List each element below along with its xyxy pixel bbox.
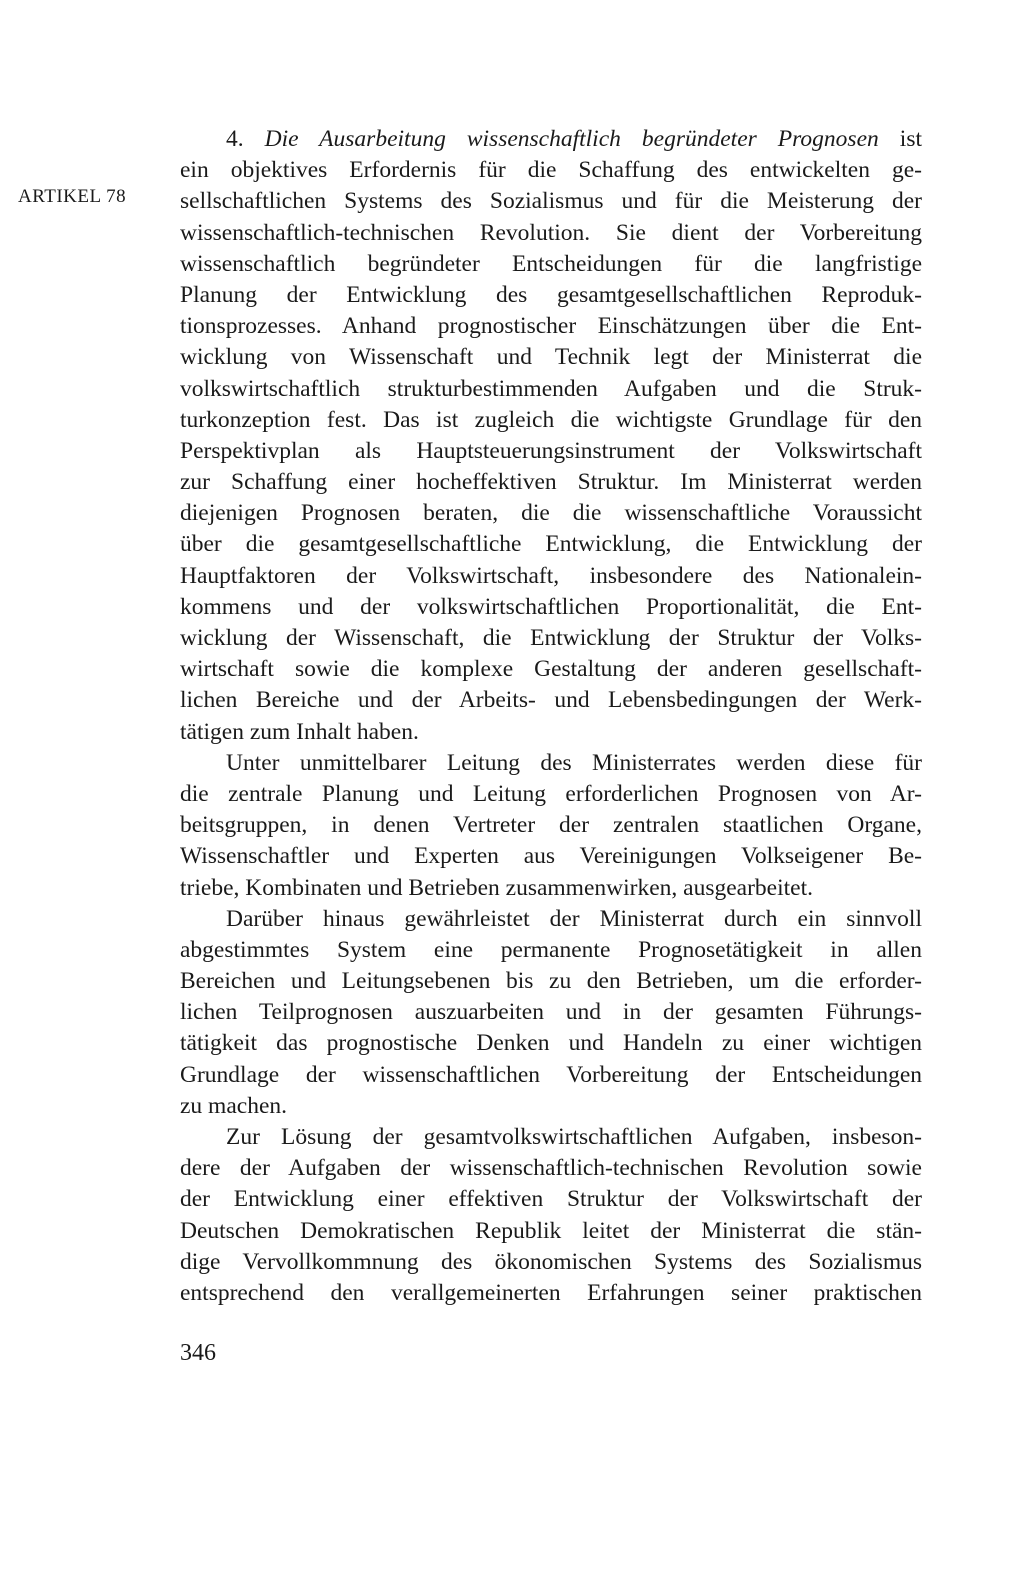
- text-line: volkswirtschaftlich strukturbestimmenden Aufgaben und die Struk-: [180, 375, 922, 402]
- text-line: ein objektives Erfordernis für die Schaffung des entwickelten ge-: [180, 157, 922, 184]
- text-line: diejenigen Prognosen beraten, die die wissenschaftliche Voraussicht: [180, 500, 922, 527]
- text-line: wicklung von Wissenschaft und Technik legt der Ministerrat die: [180, 344, 922, 371]
- text-line: die zentrale Planung und Leitung erforderlichen Prognosen von Ar-: [180, 780, 922, 807]
- italic-lead: Die Ausarbeitung wissenschaftlich begründeter Prognosen: [264, 126, 879, 152]
- body-text: [180, 124, 922, 1309]
- text-line: wissenschaftlich begründeter Entscheidungen für die langfristige: [180, 250, 922, 277]
- text-line: Deutschen Demokratischen Republik leitet der Ministerrat die stän-: [180, 1217, 922, 1244]
- text-line: kommens und der volkswirtschaftlichen Proportionalität, die Ent-: [180, 593, 922, 620]
- text-line: dige Vervollkommnung des ökonomischen Systems des Sozialismus: [180, 1248, 922, 1275]
- margin-note-article: ARTIKEL 78: [18, 186, 127, 207]
- text-line: wissenschaftlich-technischen Revolution. Sie dient der Vorbereitung: [180, 219, 922, 246]
- text-line: zur Schaffung einer hocheffektiven Struktur. Im Ministerrat werden: [180, 469, 922, 496]
- text-line: Planung der Entwicklung des gesamtgesellschaftlichen Reproduk-: [180, 281, 922, 308]
- text-line: über die gesamtgesellschaftliche Entwicklung, die Entwicklung der: [180, 531, 922, 558]
- text-line: entsprechend den verallgemeinerten Erfahrungen seiner praktischen: [180, 1279, 922, 1306]
- text-line: wirtschaft sowie die komplexe Gestaltung der anderen gesellschaft-: [180, 656, 922, 683]
- text-line: wicklung der Wissenschaft, die Entwicklung der Struktur der Volks-: [180, 625, 922, 651]
- text-line: Grundlage der wissenschaftlichen Vorbereitung der Entscheidungen: [180, 1061, 922, 1088]
- text-line: zu machen.: [180, 1092, 288, 1119]
- text-line: der Entwicklung einer effektiven Struktur der Volkswirtschaft der: [180, 1186, 922, 1213]
- text-line: tätigen zum Inhalt haben.: [180, 718, 419, 745]
- paragraph-3: [180, 904, 922, 1122]
- text-line: beitsgruppen, in denen Vertreter der zentralen staatlichen Organe,: [180, 812, 922, 839]
- text-line: abgestimmtes System eine permanente Prognosetätigkeit in allen: [180, 936, 922, 963]
- first-line-tail: ist: [899, 126, 923, 152]
- text-line: lichen Teilprognosen auszuarbeiten und in der gesamten Führungs-: [180, 999, 922, 1026]
- paragraph-2: [180, 748, 922, 904]
- text-line: Unter unmittelbarer Leitung des Ministerrates werden diese für: [226, 749, 922, 776]
- text-line: sellschaftlichen Systems des Sozialismus und für die Meisterung der: [180, 188, 922, 215]
- text-line: Darüber hinaus gewährleistet der Ministerrat durch ein sinnvoll: [226, 905, 922, 932]
- text-line: dere der Aufgaben der wissenschaftlich-technischen Revolution sowie: [180, 1155, 922, 1182]
- text-line: tionsprozesses. Anhand prognostischer Einschätzungen über die Ent-: [180, 313, 922, 340]
- page-number: 346: [180, 1340, 216, 1366]
- paragraph-1: [180, 155, 922, 748]
- paragraph-1-first-line: [180, 124, 922, 155]
- text-line: Zur Lösung der gesamtvolkswirtschaftlichen Aufgaben, insbeson-: [226, 1124, 922, 1150]
- text-line: Wissenschaftler und Experten aus Vereinigungen Volkseigener Be-: [180, 843, 922, 870]
- text-line: Perspektivplan als Hauptsteuerungsinstrument der Volkswirtschaft: [180, 437, 922, 464]
- paragraph-number: 4.: [226, 126, 244, 152]
- text-line: Bereichen und Leitungsebenen bis zu den Betrieben, um die erforder-: [180, 968, 922, 995]
- text-line: turkonzeption fest. Das ist zugleich die wichtigste Grundlage für den: [180, 406, 922, 433]
- text-line: triebe, Kombinaten und Betrieben zusammenwirken, ausgearbeitet.: [180, 874, 813, 901]
- text-line: tätigkeit das prognostische Denken und Handeln zu einer wichtigen: [180, 1030, 922, 1057]
- text-line: Hauptfaktoren der Volkswirtschaft, insbesondere des Nationalein-: [180, 562, 922, 589]
- paragraph-4: [180, 1122, 922, 1309]
- text-line: lichen Bereiche und der Arbeits- und Lebensbedingungen der Werk-: [180, 687, 922, 714]
